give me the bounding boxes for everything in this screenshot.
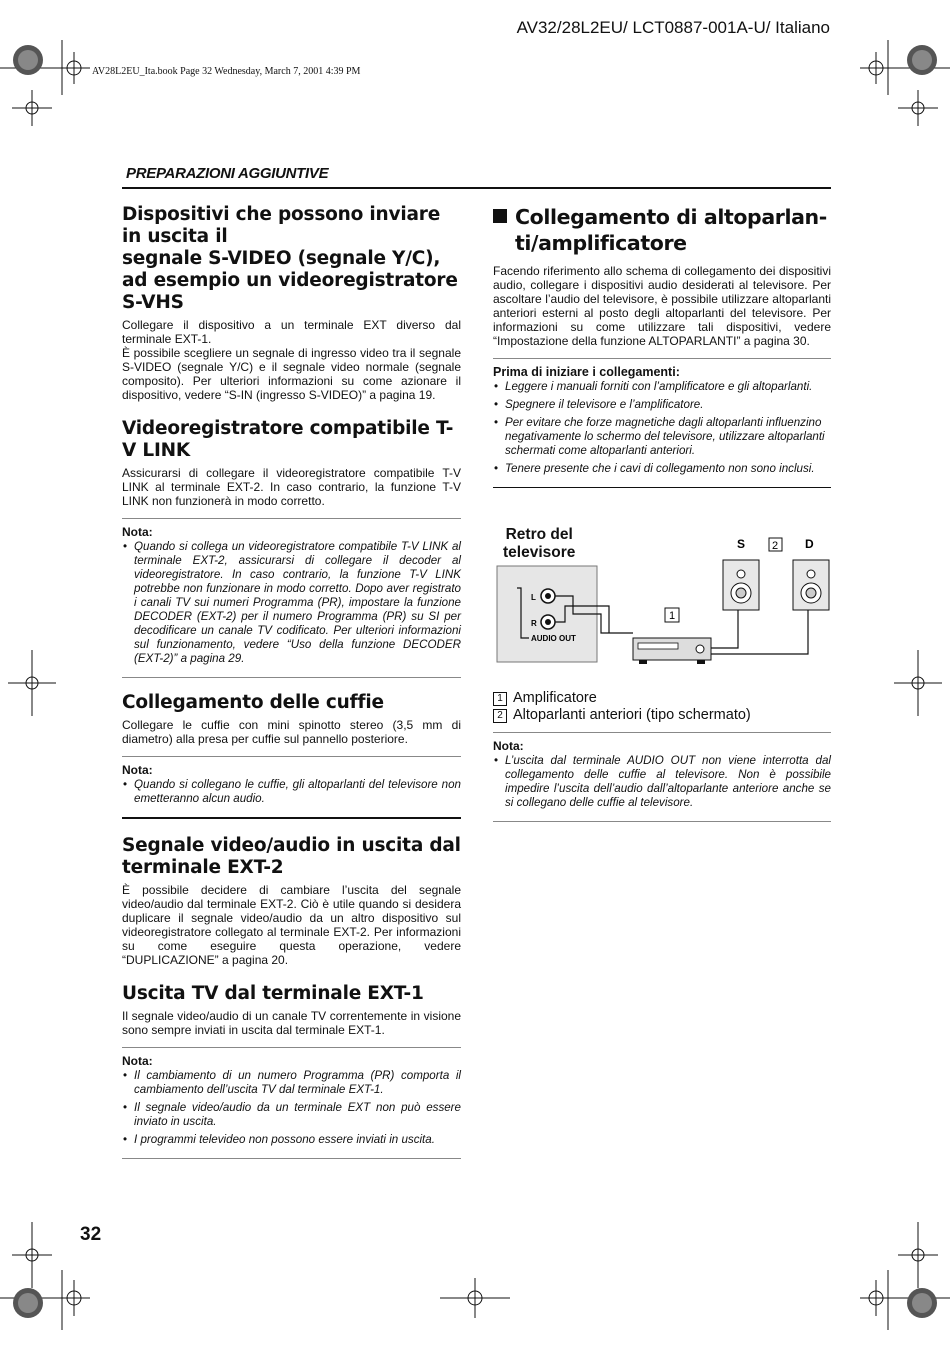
left-column — [122, 204, 461, 1173]
tv-back-label-b: televisore — [503, 544, 576, 561]
note-item: • L’uscita dal terminale AUDIO OUT non viene interrotta dal collegamento delle cuffie al televisore. Non è possibile impedire l’uscita dell’audio dall’altoparlante anteriore anche se si collegano delle cuffie al televisore. — [493, 754, 831, 810]
right-title — [493, 204, 831, 256]
note-label: Nota: — [122, 1054, 153, 1068]
prima-item: • Per evitare che forze magnetiche dagli altoparlanti influenzino negativamente lo schermo del televisore, utilizzare altoparlanti schermati come altoparlanti anteriori. — [493, 416, 831, 458]
audio-out-label: AUDIO OUT — [531, 634, 576, 643]
legend-2-text: Altoparlanti anteriori (tipo schermato) — [513, 707, 751, 723]
s5-title: Uscita TV dal terminale EXT-1 — [122, 983, 424, 1004]
note-label: Nota: — [122, 525, 153, 539]
s1-title-a: Dispositivi che possono inviare in uscita il — [122, 204, 441, 247]
right-column — [493, 204, 831, 836]
s1-paragraph-2: È possibile scegliere un segnale di ingresso video tra il segnale S-VIDEO (segnale Y/C) e il segnale video normale (segnale composito). Per ulteriori informazioni su come azionare il dispositivo, vedere “S-IN (ingresso S-VIDEO)” a pagina 19. — [122, 346, 461, 402]
diagram-drawing — [493, 508, 831, 680]
jack-l-label: L — [531, 593, 536, 602]
speaker-s-label: S — [737, 537, 746, 551]
right-paragraph-1: Facendo riferimento allo schema di collegamento dei dispositivi audio, collegare i dispositivi audio desiderati al televisore. Per ascoltare l’audio del televisore, è possibile utilizzare altoparlanti anteriori esterni al posto degli altoparlanti del televisore. Per informazioni su come utilizzare tali dispositivi, vedere “Impostazione della funzione ALTOPARLANTI” a pagina 30. — [493, 264, 831, 348]
note-item: • Il cambiamento di un numero Programma (PR) comporta il cambiamento dell’uscita TV dal terminale EXT-1. — [122, 1069, 461, 1097]
note-item: • I programmi televideo non possono essere inviati in uscita. — [122, 1133, 461, 1147]
note-item: • Quando si collegano le cuffie, gli altoparlanti del televisore non emetteranno alcun audio. — [122, 778, 461, 806]
prima-box — [493, 358, 831, 488]
prima-item: • Spegnere il televisore e l’amplificatore. — [493, 398, 831, 412]
note-label: Nota: — [493, 739, 524, 753]
jack-r-label: R — [531, 619, 537, 628]
note-item: • Il segnale video/audio da un terminale EXT non può essere inviato in uscita. — [122, 1101, 461, 1129]
prima-item: • Tenere presente che i cavi di collegamento non sono inclusi. — [493, 462, 831, 476]
document-code: AV32/28L2EU/ LCT0887-001A-U/ Italiano — [516, 18, 830, 37]
square-bullet-icon — [493, 209, 507, 223]
connection-diagram — [493, 508, 831, 680]
right-title-b: ti/amplificatore — [515, 231, 687, 255]
s2-title: Videoregistratore compatibile T-V LINK — [122, 418, 454, 461]
s4-title: Segnale video/audio in uscita dal terminale EXT-2 — [122, 835, 461, 878]
legend-1-text: Amplificatore — [513, 690, 597, 706]
s2-note — [122, 518, 461, 678]
tv-back-label-a: Retro del — [505, 526, 573, 543]
s1-paragraph-1: Collegare il dispositivo a un terminale EXT diverso dal terminale EXT-1. — [122, 318, 461, 346]
legend-1-box: 1 — [493, 692, 507, 706]
callout-2: 2 — [772, 540, 779, 552]
prima-item: • Leggere i manuali forniti con l’amplificatore e gli altoparlanti. — [493, 380, 831, 394]
s1-title-b: segnale S-VIDEO (segnale Y/C), ad esempio un videoregistratore S-VHS — [122, 248, 458, 313]
right-note — [493, 732, 831, 822]
section-rule — [122, 187, 831, 189]
legend-speakers — [493, 707, 831, 724]
legend-2-box: 2 — [493, 709, 507, 723]
prima-title: Prima di iniziare i collegamenti: — [493, 365, 680, 379]
legend-amplifier — [493, 690, 831, 707]
callout-1: 1 — [669, 610, 676, 622]
speaker-d-label: D — [805, 537, 814, 551]
right-title-a: Collegamento di altoparlan- — [515, 205, 827, 229]
s5-paragraph-1: Il segnale video/audio di un canale TV correntemente in visione sono sempre inviati in uscita dal terminale EXT-1. — [122, 1009, 461, 1037]
note-label: Nota: — [122, 763, 153, 777]
s2-paragraph-1: Assicurarsi di collegare il videoregistratore compatibile T-V LINK al terminale EXT-2. In caso contrario, la funzione T-V LINK non funzionerà in modo corretto. — [122, 466, 461, 508]
s5-note — [122, 1047, 461, 1159]
page-number: 32 — [80, 1224, 102, 1245]
book-info-line: AV28L2EU_Ita.book Page 32 Wednesday, March 7, 2001 4:39 PM — [92, 66, 361, 77]
section-label: PREPARAZIONI AGGIUNTIVE — [126, 165, 329, 182]
s3-paragraph-1: Collegare le cuffie con mini spinotto stereo (3,5 mm di diametro) alla presa per cuffie sul pannello posteriore. — [122, 718, 461, 746]
s3-note — [122, 756, 461, 819]
s4-paragraph-1: È possibile decidere di cambiare l’uscita del segnale video/audio dal terminale EXT-2. Ciò è utile quando si desidera duplicare il segnale video/audio da un altro dispositivo sul videoregistratore collegato al terminale EXT-2. Per informazioni su come eseguire questa operazione, vedere “DUPLICAZIONE” a pagina 20. — [122, 883, 461, 967]
note-item: • Quando si collega un videoregistratore compatibile T-V LINK al terminale EXT-2, assicurarsi di collegare il decoder al videoregistratore. In caso contrario, la funzione T-V LINK potrebbe non funzionare in modo corretto. Dopo aver registrato i canali TV sui numeri Programma (PR), impostare la funzione DECODER (EXT-2) per il numero Programma (PR) su SI per decodificare un canale TV codificato. Per ulteriori informazioni sul funzionamento, vedere “Uso della funzione DECODER (EXT-2)” a pagina 29. — [122, 540, 461, 666]
s3-title: Collegamento delle cuffie — [122, 692, 384, 713]
